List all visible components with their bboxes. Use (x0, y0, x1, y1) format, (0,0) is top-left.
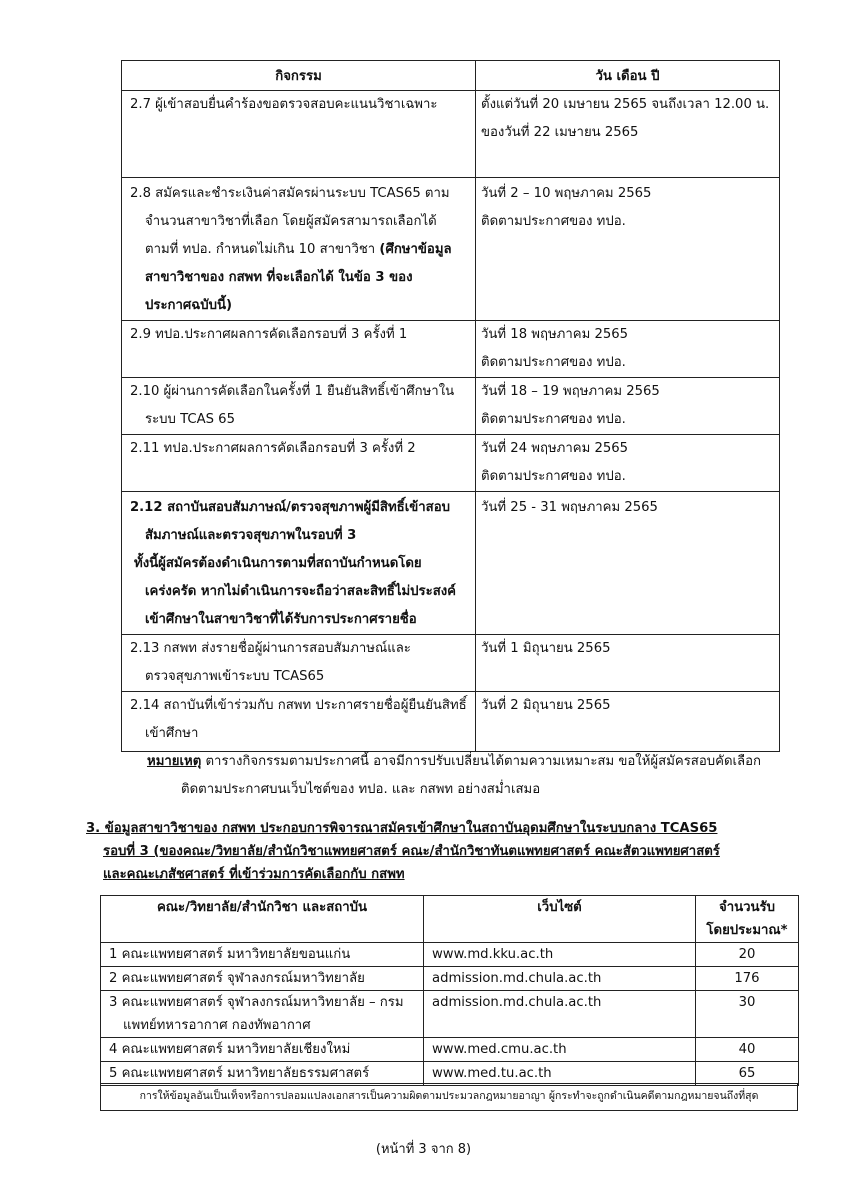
activity-cell (122, 321, 476, 378)
faculty-table (100, 895, 799, 1086)
faculty-name: 5 คณะแพทยศาสตร์ มหาวิทยาลัยธรรมศาสตร์ (101, 1062, 424, 1086)
schedule-row (122, 378, 780, 435)
schedule-row (122, 492, 780, 635)
date-cell (476, 321, 780, 378)
activity-text: สัมภาษณ์และตรวจสุขภาพในรอบที่ 3 (145, 528, 357, 543)
activity-cell (122, 178, 476, 321)
header-faculty: คณะ/วิทยาลัย/สำนักวิชา และสถาบัน (101, 896, 424, 943)
date-text: วันที่ 1 มิถุนายน 2565 (481, 641, 611, 656)
faculty-website: admission.md.chula.ac.th (424, 991, 696, 1038)
date-cell (476, 91, 780, 178)
activity-cell (122, 492, 476, 635)
table-row (101, 991, 799, 1038)
section-3-heading (86, 817, 806, 886)
page-number: (หน้าที่ 3 จาก 8) (375, 1142, 472, 1157)
activity-text: 2.12 สถาบันสอบสัมภาษณ์/ตรวจสุขภาพผู้มีสิทธิ์เข้าสอบ (130, 500, 450, 515)
faculty-name: 2 คณะแพทยศาสตร์ จุฬาลงกรณ์มหาวิทยาลัย (101, 967, 424, 991)
schedule-row (122, 321, 780, 378)
date-text: วันที่ 24 พฤษภาคม 2565 (481, 441, 629, 456)
date-cell (476, 178, 780, 321)
schedule-row (122, 635, 780, 692)
activity-cell (122, 692, 476, 752)
faculty-quantity: 20 (696, 943, 799, 967)
schedule-header-row (122, 61, 780, 91)
date-text: วันที่ 2 มิถุนายน 2565 (481, 698, 611, 713)
activity-text: 2.11 ทปอ.ประกาศผลการคัดเลือกรอบที่ 3 ครั้งที่ 2 (130, 441, 416, 456)
section-heading-line: และคณะเภสัชศาสตร์ ที่เข้าร่วมการคัดเลือกกับ กสพท (103, 867, 405, 882)
date-text: วันที่ 18 – 19 พฤษภาคม 2565 (481, 384, 660, 399)
activity-cell (122, 378, 476, 435)
date-cell (476, 692, 780, 752)
table-row (101, 943, 799, 967)
section-heading-line: 3. ข้อมูลสาขาวิชาของ กสพท ประกอบการพิจารณาสมัครเข้าศึกษาในสถาบันอุดมศึกษาในระบบกลาง TCAS65 (86, 821, 718, 836)
activity-text: ทั้งนี้ผู้สมัครต้องดำเนินการตามที่สถาบันกำหนดโดย (134, 556, 422, 571)
remark-note (147, 748, 787, 804)
date-cell (476, 492, 780, 635)
faculty-website: admission.md.chula.ac.th (424, 967, 696, 991)
faculty-name: 3 คณะแพทยศาสตร์ จุฬาลงกรณ์มหาวิทยาลัย – กรม แพทย์ทหารอากาศ กองทัพอากาศ (101, 991, 424, 1038)
date-text: ติดตามประกาศของ ทปอ. (481, 412, 626, 427)
schedule-row (122, 435, 780, 492)
date-text: ติดตามประกาศของ ทปอ. (481, 355, 626, 370)
activity-text: 2.8 สมัครและชำระเงินค่าสมัครผ่านระบบ TCAS65 ตาม (130, 186, 450, 201)
faculty-name: 4 คณะแพทยศาสตร์ มหาวิทยาลัยเชียงใหม่ (101, 1038, 424, 1062)
remark-line (147, 748, 787, 776)
faculty-quantity: 30 (696, 991, 799, 1038)
activity-text: 2.7 ผู้เข้าสอบยื่นคำร้องขอตรวจสอบคะแนนวิชาเฉพาะ (130, 97, 438, 112)
remark-line: ติดตามประกาศบนเว็บไซต์ของ ทปอ. และ กสพท อย่างสม่ำเสมอ (181, 782, 541, 797)
activity-cell (122, 91, 476, 178)
section-heading-line: รอบที่ 3 (ของคณะ/วิทยาลัย/สำนักวิชาแพทยศาสตร์ คณะ/สำนักวิชาทันตแพทยศาสตร์ คณะสัตวแพทยศาสตร์ (103, 844, 720, 859)
schedule-row (122, 692, 780, 752)
header-website: เว็บไซต์ (424, 896, 696, 943)
faculty-website: www.med.cmu.ac.th (424, 1038, 696, 1062)
schedule-row (122, 91, 780, 178)
date-cell (476, 435, 780, 492)
faculty-website: www.med.tu.ac.th (424, 1062, 696, 1086)
header-activity: กิจกรรม (122, 61, 476, 91)
activity-text: เข้าศึกษา (145, 726, 199, 741)
activity-text: ตรวจสุขภาพเข้าระบบ TCAS65 (145, 669, 325, 684)
activity-text: จำนวนสาขาวิชาที่เลือก โดยผู้สมัครสามารถเลือกได้ (145, 214, 437, 229)
activity-text: เคร่งครัด หากไม่ดำเนินการจะถือว่าสละสิทธิ์ไม่ประสงค์ (145, 584, 457, 599)
faculty-website: www.md.kku.ac.th (424, 943, 696, 967)
faculty-name: 1 คณะแพทยศาสตร์ มหาวิทยาลัยขอนแก่น (101, 943, 424, 967)
date-cell (476, 635, 780, 692)
table-row (101, 1038, 799, 1062)
date-text: วันที่ 2 – 10 พฤษภาคม 2565 (481, 186, 652, 201)
date-text: ติดตามประกาศของ ทปอ. (481, 469, 626, 484)
date-text: ติดตามประกาศของ ทปอ. (481, 214, 626, 229)
legal-notice: การให้ข้อมูลอันเป็นเท็จหรือการปลอมแปลงเอกสารเป็นความผิดตามประมวลกฎหมายอาญา ผู้กระทำจะถูกดำเนินคดีตามกฎหมายจนถึงที่สุด (100, 1083, 798, 1111)
date-text: ของวันที่ 22 เมษายน 2565 (481, 125, 639, 140)
activity-text: ตามที่ ทปอ. กำหนดไม่เกิน 10 สาขาวิชา (ศึกษาข้อมูล (145, 242, 452, 257)
activity-text: 2.14 สถาบันที่เข้าร่วมกับ กสพท ประกาศรายชื่อผู้ยืนยันสิทธิ์ (130, 698, 467, 713)
faculty-quantity: 40 (696, 1038, 799, 1062)
table-row (101, 967, 799, 991)
header-quantity: จำนวนรับ โดยประมาณ* (696, 896, 799, 943)
activity-cell (122, 435, 476, 492)
schedule-row (122, 178, 780, 321)
table-row (101, 1062, 799, 1086)
date-text: วันที่ 18 พฤษภาคม 2565 (481, 327, 629, 342)
activity-text: ประกาศฉบับนี้) (145, 298, 233, 313)
schedule-table (121, 60, 780, 752)
activity-text: 2.10 ผู้ผ่านการคัดเลือกในครั้งที่ 1 ยืนยันสิทธิ์เข้าศึกษาใน (130, 384, 455, 399)
date-cell (476, 378, 780, 435)
activity-text: ระบบ TCAS 65 (145, 412, 235, 427)
remark-text: ตารางกิจกรรมตามประกาศนี้ อาจมีการปรับเปลี่ยนได้ตามความเหมาะสม ขอให้ผู้สมัครสอบคัดเลือก (201, 754, 762, 769)
activity-cell (122, 635, 476, 692)
activity-text: 2.13 กสพท ส่งรายชื่อผู้ผ่านการสอบสัมภาษณ์และ (130, 641, 411, 656)
activity-text: เข้าศึกษาในสาขาวิชาที่ได้รับการประกาศรายชื่อ (145, 612, 417, 627)
faculty-quantity: 65 (696, 1062, 799, 1086)
activity-text: สาขาวิชาของ กสพท ที่จะเลือกได้ ในข้อ 3 ของ (145, 270, 413, 285)
date-text: วันที่ 25 - 31 พฤษภาคม 2565 (481, 500, 658, 515)
remark-label: หมายเหตุ (147, 754, 202, 769)
activity-text: 2.9 ทปอ.ประกาศผลการคัดเลือกรอบที่ 3 ครั้งที่ 1 (130, 327, 408, 342)
date-text: ตั้งแต่วันที่ 20 เมษายน 2565 จนถึงเวลา 12.00 น. (481, 97, 770, 112)
faculty-quantity: 176 (696, 967, 799, 991)
header-date: วัน เดือน ปี (476, 61, 780, 91)
faculty-header-row (101, 896, 799, 943)
